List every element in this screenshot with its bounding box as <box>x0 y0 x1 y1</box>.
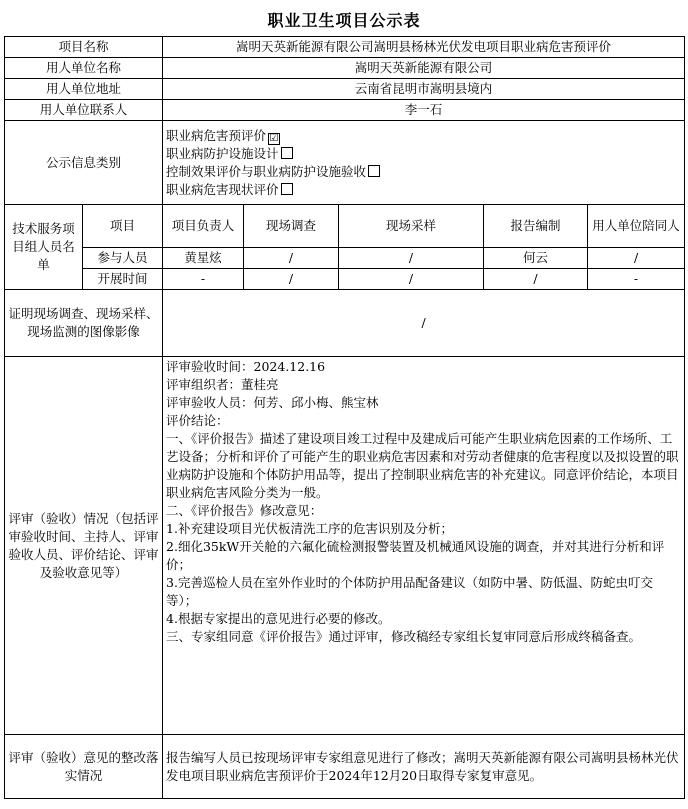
row-employer-contact <box>5 100 685 121</box>
review-line: 三、专家组同意《评价报告》通过评审，修改稿经专家组长复审同意后形成终稿备查。 <box>166 629 642 644</box>
checkbox-empty <box>281 183 293 195</box>
team-cell: / <box>588 248 685 269</box>
employer-address-label: 用人单位地址 <box>5 79 163 100</box>
team-row-label: 参与人员 <box>83 248 163 269</box>
review-line: 二、《评价报告》修改意见： <box>166 503 323 518</box>
review-content <box>163 357 685 735</box>
row-rectification <box>5 735 685 799</box>
category-options <box>163 121 685 205</box>
row-employer-name <box>5 58 685 79</box>
row-team-header <box>5 205 685 248</box>
category-option: 控制效果评价与职业病防护设施验收 <box>166 163 681 181</box>
checkbox-checked: ☑ <box>269 132 279 144</box>
category-label: 公示信息类别 <box>5 121 163 205</box>
team-cell: / <box>339 248 484 269</box>
review-line: 评审验收人员：何芳、邱小梅、熊宝林 <box>166 395 379 410</box>
team-cell: 黄星炫 <box>163 248 244 269</box>
team-cell: / <box>244 248 339 269</box>
team-row-label: 开展时间 <box>83 269 163 290</box>
row-category <box>5 121 685 205</box>
evidence-label: 证明现场调查、现场采样、现场监测的图像影像 <box>5 290 163 357</box>
row-project-name <box>5 37 685 58</box>
review-line: 评审验收时间：2024.12.16 <box>166 359 326 374</box>
row-team-members <box>5 248 685 269</box>
checkbox-empty <box>368 165 380 177</box>
employer-name-value: 嵩明天英新能源有限公司 <box>163 58 685 79</box>
team-cell: 何云 <box>484 248 588 269</box>
team-header-item: 项目 <box>83 205 163 248</box>
project-name-value: 嵩明天英新能源有限公司嵩明县杨林光伏发电项目职业病危害预评价 <box>163 37 685 58</box>
employer-contact-label: 用人单位联系人 <box>5 100 163 121</box>
employer-name-label: 用人单位名称 <box>5 58 163 79</box>
review-label: 评审（验收）情况（包括评审验收时间、主持人、评审验收人员、评价结论、评审及验收意见等） <box>5 357 163 735</box>
team-header-report: 报告编制 <box>484 205 588 248</box>
team-header-escort: 用人单位陪同人 <box>588 205 685 248</box>
rectification-label: 评审（验收）意见的整改落实情况 <box>5 735 163 799</box>
team-cell: / <box>339 269 484 290</box>
checkbox-empty <box>281 147 293 159</box>
team-cell: / <box>484 269 588 290</box>
review-line: 评价结论： <box>166 413 229 428</box>
rectification-value: 报告编写人员已按现场评审专家组意见进行了修改；嵩明天英新能源有限公司嵩明县杨林光伏发电项目职业病危害预评价于2024年12月20日取得专家复审意见。 <box>163 735 685 799</box>
row-team-time <box>5 269 685 290</box>
team-label: 技术服务项目组人员名单 <box>5 205 83 290</box>
category-option: 职业病防护设施设计 <box>166 145 681 163</box>
category-option: 职业病危害预评价 ☑ <box>166 127 279 144</box>
team-cell: - <box>163 269 244 290</box>
team-header-leader: 项目负责人 <box>163 205 244 248</box>
review-line: 评审组织者：董桂亮 <box>166 377 279 392</box>
publicity-table <box>4 36 685 799</box>
review-line: 1.补充建设项目光伏板清洗工序的危害识别及分析； <box>166 521 453 536</box>
review-line: 3.完善巡检人员在室外作业时的个体防护用品配备建议（如防中暑、防低温、防蛇虫叮交等）； <box>166 575 653 608</box>
row-review <box>5 357 685 735</box>
team-cell: - <box>588 269 685 290</box>
row-employer-address <box>5 79 685 100</box>
employer-address-value: 云南省昆明市嵩明县境内 <box>163 79 685 100</box>
evidence-value: / <box>163 290 685 357</box>
row-evidence <box>5 290 685 357</box>
team-cell: / <box>244 269 339 290</box>
team-header-survey: 现场调查 <box>244 205 339 248</box>
review-line: 2.细化35kW开关舱的六氟化硫检测报警装置及机械通风设施的调查，并对其进行分析和评价； <box>166 539 665 572</box>
review-line: 一、《评价报告》描述了建设项目竣工过程中及建成后可能产生职业病危因素的工作场所、工艺设备；分析和评价了可能产生的职业病危害因素和对劳动者健康的危害程度以及拟设置的职业病防护设施和个体防护用品等，提出了控制职业病危害的补充建议。同意评价结论，本项目职业病危害风险分类为一般。 <box>166 431 679 500</box>
document-title: 职业卫生项目公示表 <box>267 11 421 30</box>
project-name-label: 项目名称 <box>5 37 163 58</box>
category-option: 职业病危害现状评价 <box>166 181 681 199</box>
team-header-sampling: 现场采样 <box>339 205 484 248</box>
review-line: 4.根据专家提出的意见进行必要的修改。 <box>166 611 391 626</box>
employer-contact-value: 李一石 <box>163 100 685 121</box>
